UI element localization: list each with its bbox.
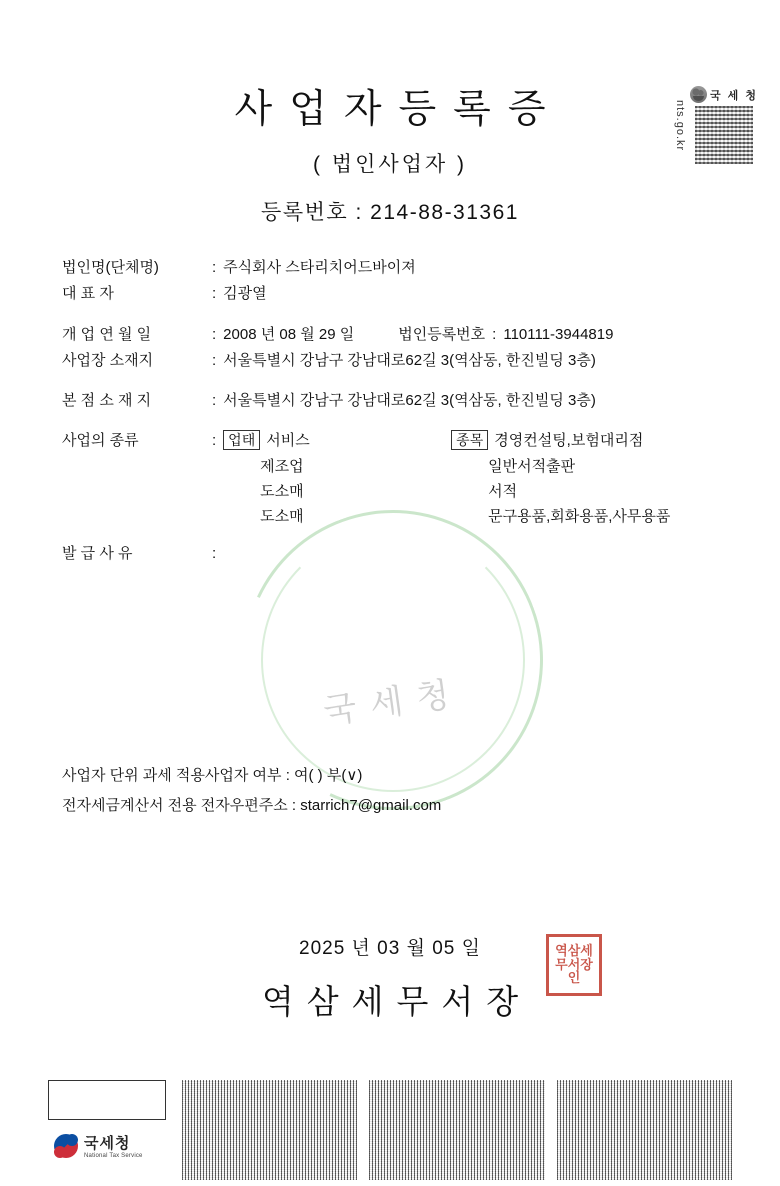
- colon: :: [212, 545, 217, 563]
- corp-name-label: 법인명(단체명): [62, 259, 159, 276]
- colon: :: [492, 325, 497, 343]
- head-office-label: 본 점 소 재 지: [62, 392, 152, 409]
- email-label: 전자세금계산서 전용 전자우편주소 :: [62, 796, 301, 814]
- field-list: [0, 256, 780, 566]
- ceo-value: 김광열: [223, 285, 267, 303]
- nts-emblem-icon: [690, 86, 707, 103]
- jongmok-tag: 종목: [451, 430, 488, 450]
- colon: :: [212, 325, 217, 343]
- seal-text: 역삼세무서장인: [555, 943, 593, 986]
- colon: :: [212, 259, 217, 276]
- jongmok-cell: [451, 455, 575, 478]
- field-issue-reason: [62, 542, 718, 565]
- business-address-value: 서울특별시 강남구 강남대로62길 3(역삼동, 한진빌딩 3층): [223, 351, 596, 369]
- footer: [0, 1080, 780, 1180]
- barcode-group: [182, 1080, 732, 1180]
- lower-info: [0, 764, 780, 815]
- business-type-row: [62, 505, 718, 528]
- agency-url-text: nts.go.kr: [674, 100, 686, 152]
- open-date-label: 개 업 연 월 일: [62, 325, 152, 343]
- business-type-row: [62, 429, 718, 452]
- footer-logo-text: [84, 1132, 143, 1159]
- agency-mark: [674, 86, 758, 164]
- email-line: [62, 794, 718, 815]
- issue-reason-label: 발 급 사 유: [62, 545, 133, 563]
- jongmok-value: 문구용품,회화용품,사무용품: [488, 508, 671, 525]
- taeguk-icon: [54, 1134, 78, 1158]
- document-subtitle: ( 법인사업자 ): [312, 153, 468, 176]
- footer-logo: [48, 1132, 166, 1159]
- field-business-types: [62, 429, 718, 528]
- jongmok-cell: [451, 480, 517, 503]
- field-business-address: [62, 349, 718, 372]
- business-type-row: [62, 455, 718, 478]
- uptae-value: 제조업: [260, 457, 304, 475]
- watermark-ring-inner: [261, 528, 525, 792]
- issue-date: 2025 년 03 월 05 일: [299, 937, 481, 959]
- field-head-office: [62, 389, 718, 412]
- office-name: 역삼세무서장: [261, 982, 532, 1020]
- watermark-text: 국세청: [321, 673, 466, 732]
- business-type-row: [62, 480, 718, 503]
- barcode-icon: [182, 1080, 357, 1180]
- footer-logo-en: National Tax Service: [84, 1153, 143, 1159]
- jongmok-value: 경영컨설팅,보험대리점: [494, 432, 644, 450]
- official-seal: [546, 934, 602, 996]
- agency-label: 국 세 청: [710, 89, 758, 102]
- jongmok-value: 서적: [488, 482, 518, 500]
- uptae-tag: 업태: [223, 430, 260, 450]
- jongmok-value: 일반서적출판: [488, 457, 576, 475]
- field-open-date: [62, 323, 718, 346]
- corp-reg-no-value: 110111-3944819: [503, 325, 614, 343]
- document-title: 사업자등록증: [234, 88, 563, 131]
- head-office-value: 서울특별시 강남구 강남대로62길 3(역삼동, 한진빌딩 3층): [223, 392, 596, 409]
- qr-code-icon: [695, 106, 753, 164]
- colon: :: [212, 432, 217, 450]
- open-date-value: 2008 년 08 월 29 일: [223, 325, 355, 343]
- corp-name-value: 주식회사 스타리치어드바이져: [223, 259, 416, 276]
- email-value: starrich7@gmail.com: [300, 796, 442, 814]
- barcode-icon: [369, 1080, 544, 1180]
- registration-number: 등록번호 : 214-88-31361: [261, 201, 519, 224]
- uptae-cell: [223, 505, 451, 528]
- business-address-label: 사업장 소재지: [62, 351, 154, 369]
- uptae-cell: [223, 429, 451, 452]
- unit-tax-line: 사업자 단위 과세 적용사업자 여부 : 여( ) 부(∨): [62, 766, 363, 784]
- uptae-value: 도소매: [260, 508, 304, 525]
- colon: :: [212, 351, 217, 369]
- agency-logo-group: [690, 86, 758, 164]
- business-type-label: 사업의 종류: [62, 432, 139, 450]
- colon: :: [212, 392, 217, 409]
- uptae-cell: [223, 455, 451, 478]
- uptae-cell: [223, 480, 451, 503]
- uptae-value: 서비스: [266, 432, 310, 450]
- barcode-icon: [557, 1080, 732, 1180]
- jongmok-cell: [451, 429, 643, 452]
- corp-reg-no-label: 법인등록번호: [398, 325, 486, 343]
- footer-logo-box: [48, 1080, 166, 1120]
- footer-logo-ko: 국세청: [84, 1135, 131, 1152]
- jongmok-cell: [451, 505, 670, 528]
- field-corp-name: [62, 256, 718, 279]
- ceo-label: 대 표 자: [62, 285, 114, 303]
- field-ceo: [62, 282, 718, 305]
- uptae-value: 도소매: [260, 482, 304, 500]
- colon: :: [212, 285, 217, 303]
